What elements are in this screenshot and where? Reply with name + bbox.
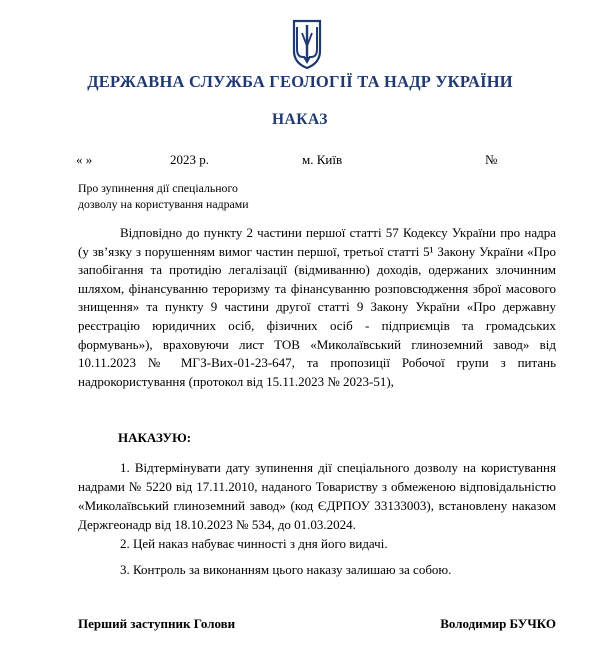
date-day-placeholder: « » bbox=[76, 152, 93, 167]
agency-name: ДЕРЖАВНА СЛУЖБА ГЕОЛОГІЇ ТА НАДР УКРАЇНИ bbox=[87, 72, 513, 91]
number-sign: № bbox=[485, 152, 498, 167]
subject-line-1: Про зупинення дії спеціального bbox=[78, 181, 238, 195]
signatory-position: Перший заступник Голови bbox=[78, 616, 236, 631]
trident-emblem-icon bbox=[290, 18, 324, 70]
subject-block bbox=[78, 180, 249, 212]
date-year: 2023 р. bbox=[170, 152, 209, 167]
subject-line-2: дозволу на користування надрами bbox=[78, 197, 249, 211]
preamble-paragraph: Відповідно до пункту 2 частини першої статті 57 Кодексу України про надра (у зв’язку з порушенням вимог частин першої, третьої статті 5¹ Закону України «Про запобігання та протидію легалізації (відмиванню) доходів, одержаних злочинним шляхом, фінансуванню тероризму та фінансуванню розповсюдження зброї масового знищення» та пункту 9 частини другої статті 9 Закону України «Про державну реєстрацію юридичних осіб, фізичних осіб - підприємців та громадських формувань»), враховуючи лист ТОВ «Миколаївський глиноземний завод» від 10.11.2023 № МГЗ-Вих-01-23-647, та пропозиції Робочої групи з питань надрокористування (протокол від 15.11.2023 № 2023-51), bbox=[78, 225, 556, 389]
order-item-3: 3. Контроль за виконанням цього наказу залишаю за собою. bbox=[120, 562, 452, 577]
order-label: НАКАЗУЮ: bbox=[118, 430, 192, 445]
city: м. Київ bbox=[302, 152, 343, 167]
signatory-name: Володимир БУЧКО bbox=[440, 616, 556, 631]
order-item-2: 2. Цей наказ набуває чинності з дня його видачі. bbox=[120, 536, 388, 551]
document-title: НАКАЗ bbox=[272, 111, 328, 128]
order-item-1: 1. Відтермінувати дату зупинення дії спеціального дозволу на користування надрами № 5220 від 17.11.2010, наданого Товариству з обмеженою відповідальністю «Миколаївський глиноземний завод» (код ЄДРПОУ 33133003), встановлену наказом Держгеонадр від 18.10.2023 № 534, до 01.03.2024. bbox=[78, 460, 556, 532]
